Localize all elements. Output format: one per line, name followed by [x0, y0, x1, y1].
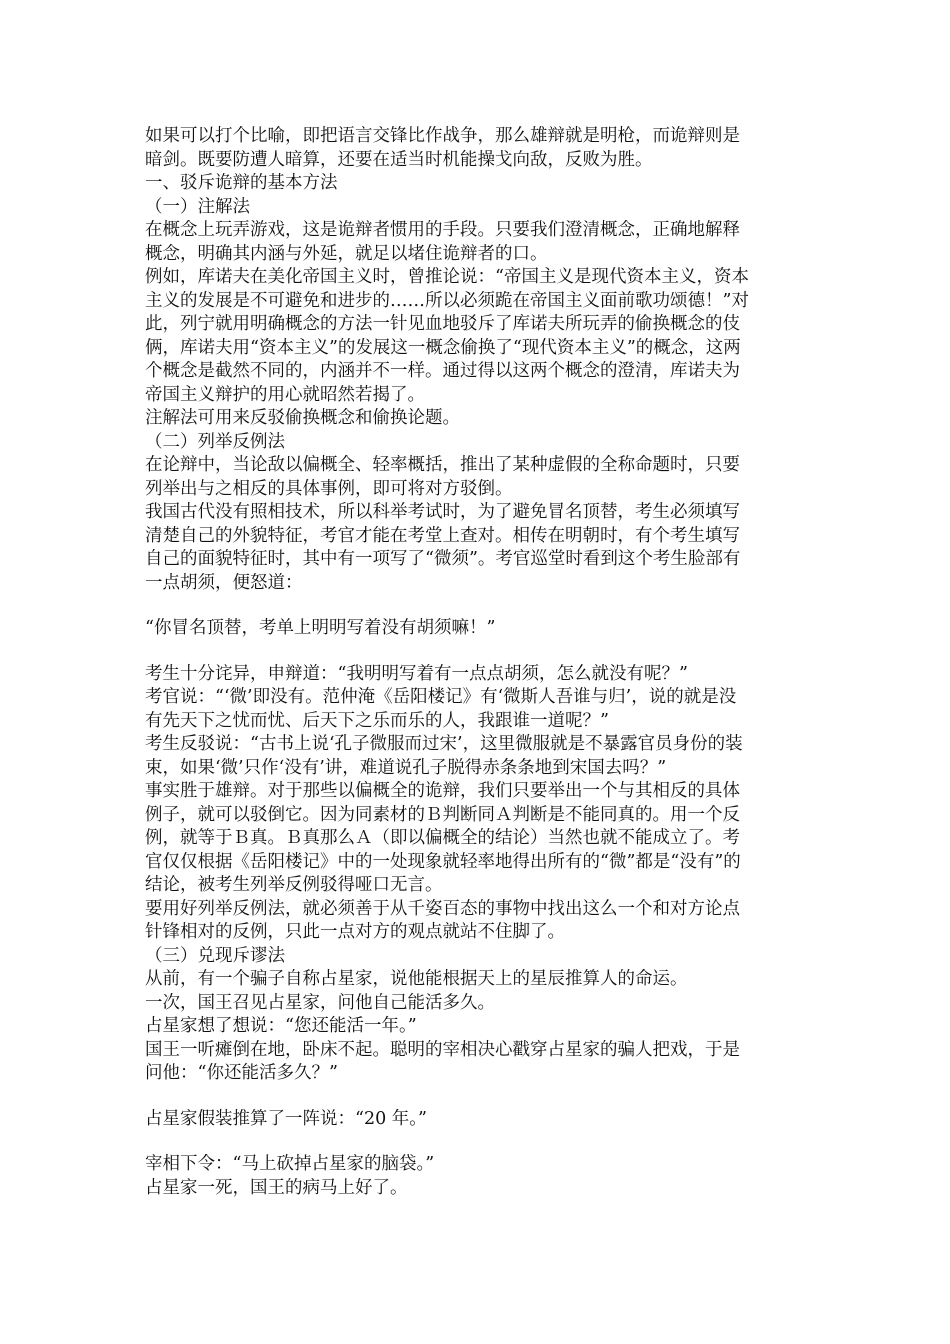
paragraph: [145, 266, 805, 407]
text-line: 例子，就可以驳倒它。因为同素材的Ｂ判断同Ａ判断是不能同真的。用一个反: [145, 804, 740, 825]
paragraph: [145, 780, 805, 898]
paragraph: [145, 196, 805, 220]
paragraph: [145, 219, 805, 266]
paragraph: [145, 1108, 805, 1132]
paragraph: [145, 454, 805, 501]
text-line: 考官说：“‘微’即没有。范仲淹《岳阳楼记》有‘微斯人吾谁与归’，说的就是没: [145, 687, 737, 707]
text-line: 在概念上玩弄游戏，这是诡辩者惯用的手段。只要我们澄清概念，正确地解释: [145, 220, 740, 240]
text-line: 问他：“你还能活多久？”: [145, 1063, 338, 1083]
paragraph: [145, 1039, 805, 1086]
text-line: 宰相下令：“马上砍掉占星家的脑袋。”: [145, 1154, 435, 1174]
text-line: 例，就等于Ｂ真。Ｂ真那么Ａ（即以偏概全的结论）当然也就不能成立了。考: [145, 828, 740, 848]
text-line: 概念，明确其内涵与外延，就足以堵住诡辩者的口。: [145, 243, 548, 264]
text-line: 占星家假装推算了一阵说：“20 年。”: [145, 1108, 427, 1129]
text-line: 有先天下之忧而忧、后天下之乐而乐的人，我跟谁一道呢？”: [145, 710, 609, 731]
text-line: 事实胜于雄辩。对于那些以偏概全的诡辩，我们只要举出一个与其相反的具体: [145, 781, 740, 801]
paragraph-spacer: [145, 595, 805, 617]
text-line: 一、驳斥诡辩的基本方法: [145, 173, 338, 193]
text-line: 暗剑。既要防遭人暗算，还要在适当时机能操戈向敌，反败为胜。: [145, 149, 653, 170]
text-line: 如果可以打个比喻，即把语言交锋比作战争，那么雄辩就是明枪，而诡辩则是: [145, 126, 740, 146]
paragraph: [145, 663, 805, 687]
text-line: 例如，库诺夫在美化帝国主义时，曾推论说：“帝国主义是现代资本主义，资本: [145, 267, 749, 287]
text-line: 一点胡须，便怒道：: [145, 572, 303, 593]
text-line: 俩，库诺夫用“资本主义”的发展这一概念偷换了“现代资本主义”的概念，这两: [145, 337, 741, 358]
paragraph: [145, 968, 805, 992]
text-line: 从前，有一个骗子自称占星家，说他能根据天上的星辰推算人的命运。: [145, 969, 688, 989]
text-line: 一次，国王召见占星家，问他自己能活多久。: [145, 992, 495, 1013]
text-line: 主义的发展是不可避免和进步的……所以必须跪在帝国主义面前歌功颂德！”对: [145, 290, 749, 311]
text-line: 考生十分诧异，申辩道：“我明明写着有一点点胡须，怎么就没有呢？”: [145, 663, 688, 684]
paragraph: [145, 733, 805, 780]
text-line: （三）兑现斥谬法: [145, 945, 285, 966]
text-line: 官仅仅根据《岳阳楼记》中的一处现象就轻率地得出所有的“微”都是“没有”的: [145, 851, 741, 872]
text-line: 清楚自己的外貌特征，考官才能在考堂上查对。相传在明朝时，有个考生填写: [145, 525, 740, 546]
text-line: 结论，被考生列举反例驳得哑口无言。: [145, 875, 443, 895]
paragraph-spacer: [145, 1086, 805, 1108]
text-line: 此，列宁就用明确概念的方法一针见血地驳斥了库诺夫所玩弄的偷换概念的伎: [145, 314, 740, 334]
paragraph-spacer: [145, 1131, 805, 1153]
text-line: 个概念是截然不同的，内涵并不一样。通过得以这两个概念的澄清，库诺夫为: [145, 361, 740, 381]
paragraph: [145, 431, 805, 455]
text-line: 列举出与之相反的具体事例，即可将对方驳倒。: [145, 478, 513, 499]
text-line: 束，如果‘微’只作‘没有’讲，难道说孔子脱得赤条条地到宋国去吗？”: [145, 757, 667, 778]
paragraph: [145, 686, 805, 733]
paragraph: [145, 407, 805, 431]
paragraph: [145, 617, 805, 641]
paragraph: [145, 501, 805, 595]
text-line: 我国古代没有照相技术，所以科举考试时，为了避免冒名顶替，考生必须填写: [145, 502, 740, 522]
paragraph: [145, 125, 805, 172]
text-line: 在论辩中，当论敌以偏概全、轻率概括，推出了某种虚假的全称命题时，只要: [145, 455, 740, 475]
text-line: 自己的面貌特征时，其中有一项写了“微须”。考官巡堂时看到这个考生脸部有: [145, 549, 741, 569]
paragraph: [145, 1015, 805, 1039]
text-line: （一）注解法: [145, 196, 250, 217]
paragraph: [145, 992, 805, 1016]
text-line: 针锋相对的反例，只此一点对方的观点就站不住脚了。: [145, 922, 565, 942]
paragraph: [145, 172, 805, 196]
paragraph: [145, 1177, 805, 1201]
text-line: 考生反驳说：“古书上说‘孔子微服而过宋’，这里微服就是不暴露官员身份的装: [145, 734, 743, 754]
text-line: 注解法可用来反驳偷换概念和偷换论题。: [145, 408, 460, 428]
text-line: 国王一听瘫倒在地，卧床不起。聪明的宰相决心戳穿占星家的骗人把戏，于是: [145, 1039, 740, 1060]
text-line: （二）列举反例法: [145, 431, 285, 452]
paragraph: [145, 1153, 805, 1177]
text-line: 要用好列举反例法，就必须善于从千姿百态的事物中找出这么一个和对方论点: [145, 898, 740, 919]
text-line: “你冒名顶替，考单上明明写着没有胡须嘛！”: [145, 618, 496, 638]
paragraph-spacer: [145, 641, 805, 663]
text-line: 占星家一死，国王的病马上好了。: [145, 1177, 408, 1198]
text-line: 帝国主义辩护的用心就昭然若揭了。: [145, 384, 425, 405]
paragraph: [145, 898, 805, 945]
paragraph: [145, 945, 805, 969]
text-line: 占星家想了想说：“您还能活一年。”: [145, 1016, 417, 1036]
document-body: [145, 125, 805, 1200]
